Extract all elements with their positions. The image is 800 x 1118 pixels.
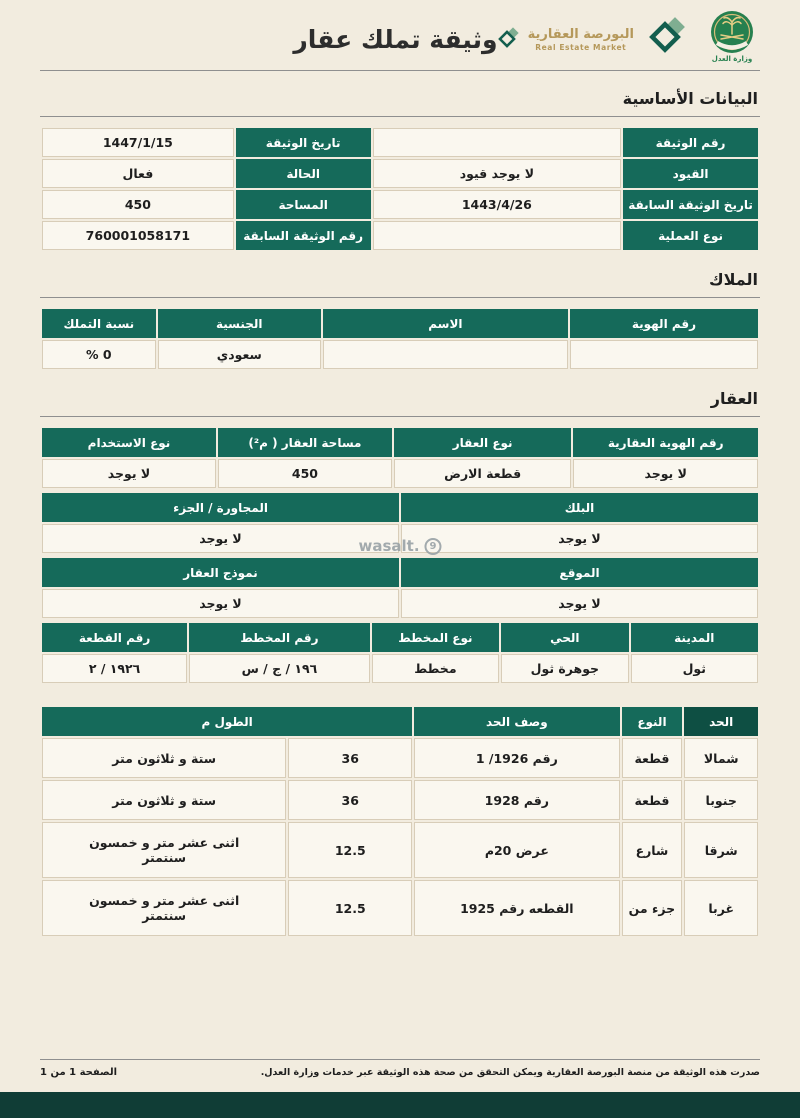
value-cell: قطعة الارض: [394, 459, 572, 488]
watermark-text: wasalt.: [358, 537, 420, 555]
column-header-cell: الجنسية: [158, 309, 321, 338]
border-side-cell: غربا: [684, 880, 758, 936]
value-cell: 0 %: [42, 340, 156, 369]
value-cell: 1443/4/26: [373, 190, 622, 219]
value-cell: ١٩٦ / ج / س: [189, 654, 370, 683]
column-header-cell: رقم المخطط: [189, 623, 370, 652]
column-header-cell: نوع المخطط: [372, 623, 499, 652]
label-cell: رقم الوثيقة: [623, 128, 758, 157]
watermark: [358, 537, 441, 555]
rega-diamond-icon: [648, 16, 690, 58]
borders-table: [40, 705, 760, 938]
column-header-cell: نسبة التملك: [42, 309, 156, 338]
value-cell: لا يوجد قيود: [373, 159, 622, 188]
border-side-cell: جنوبا: [684, 780, 758, 820]
label-cell: نوع العملية: [623, 221, 758, 250]
header-divider: [40, 70, 760, 71]
border-type-cell: شارع: [622, 822, 683, 878]
value-cell: مخطط: [372, 654, 499, 683]
section-title-property: العقار: [40, 383, 760, 417]
table-row: [42, 159, 758, 188]
value-cell: [373, 128, 622, 157]
real-estate-market-logo: [498, 27, 634, 52]
table-row: [42, 589, 758, 618]
bourse-logo-text: [528, 27, 634, 52]
column-header-cell: الاسم: [323, 309, 568, 338]
value-cell: لا يوجد: [401, 524, 758, 553]
page-footer: [40, 1059, 760, 1078]
table-row: [42, 340, 758, 369]
border-length-text-cell: اثنى عشر متر و خمسون سنتمتر: [42, 822, 286, 878]
property-location-table: [40, 556, 760, 620]
page-title: وثيقة تملك عقار: [293, 24, 498, 54]
border-type-cell: قطعة: [622, 738, 683, 778]
table-row: [42, 190, 758, 219]
moj-emblem-icon: [704, 10, 760, 68]
value-cell: سعودي: [158, 340, 321, 369]
border-length-text-cell: ستة و ثلاثون متر: [42, 780, 286, 820]
value-cell: فعال: [42, 159, 234, 188]
document-header: [40, 8, 760, 70]
value-cell: 760001058171: [42, 221, 234, 250]
value-cell: لا يوجد: [573, 459, 758, 488]
bourse-name-english: Real Estate Market: [535, 42, 627, 52]
border-length-text-cell: اثنى عشر متر و خمسون سنتمتر: [42, 880, 286, 936]
column-header-cell: الحي: [501, 623, 628, 652]
column-header-cell: المجاورة / الجزء: [42, 493, 399, 522]
table-row: [42, 738, 758, 778]
value-cell: ثول: [631, 654, 758, 683]
label-cell: تاريخ الوثيقة السابقة: [623, 190, 758, 219]
table-row: [42, 128, 758, 157]
ministry-of-justice-logo: [704, 10, 760, 68]
value-cell: 450: [218, 459, 392, 488]
table-row: [42, 780, 758, 820]
value-cell: لا يوجد: [42, 524, 399, 553]
section-title-owners: الملاك: [40, 264, 760, 298]
border-desc-cell: عرض 20م: [414, 822, 619, 878]
border-desc-cell: رقم 1928: [414, 780, 619, 820]
bourse-diamond-icon: [498, 27, 522, 51]
column-header-cell: مساحة العقار ( م²): [218, 428, 392, 457]
table-row: [42, 623, 758, 652]
table-row: [42, 428, 758, 457]
column-header-cell: رقم القطعة: [42, 623, 187, 652]
owners-table: [40, 307, 760, 371]
value-cell: لا يوجد: [401, 589, 758, 618]
column-header-cell: البلك: [401, 493, 758, 522]
border-type-cell: قطعة: [622, 780, 683, 820]
label-cell: الحالة: [236, 159, 371, 188]
column-header-cell: الموقع: [401, 558, 758, 587]
table-row: [42, 221, 758, 250]
column-header-cell: نوع العقار: [394, 428, 572, 457]
label-cell: القيود: [623, 159, 758, 188]
value-cell: لا يوجد: [42, 589, 399, 618]
property-id-table: [40, 426, 760, 490]
rega-logo: [648, 16, 690, 62]
section-title-basic: البيانات الأساسية: [40, 83, 760, 117]
table-row: [42, 707, 758, 736]
table-row: [42, 558, 758, 587]
border-length-cell: 12.5: [288, 880, 412, 936]
logos-group: [498, 10, 760, 68]
table-row: [42, 654, 758, 683]
table-row: [42, 459, 758, 488]
column-header-cell: نوع الاستخدام: [42, 428, 216, 457]
value-cell: 1447/1/15: [42, 128, 234, 157]
moj-logo-text: وزارة العدل: [711, 55, 753, 63]
footer-note: صدرت هذه الوثيقة من منصة البورصة العقارية ويمكن التحقق من صحة هذه الوثيقة عبر خدمات وزارة العدل.: [260, 1067, 760, 1078]
value-cell: لا يوجد: [42, 459, 216, 488]
column-header-cell: رقم الهوية العقارية: [573, 428, 758, 457]
table-row: [42, 493, 758, 522]
table-row: [42, 880, 758, 936]
border-side-cell: شمالا: [684, 738, 758, 778]
label-cell: تاريخ الوثيقة: [236, 128, 371, 157]
border-desc-cell: القطعه رقم 1925: [414, 880, 619, 936]
border-length-text-cell: ستة و ثلاثون متر: [42, 738, 286, 778]
column-header-cell: وصف الحد: [414, 707, 619, 736]
property-plan-table: [40, 621, 760, 685]
border-type-cell: جزء من: [622, 880, 683, 936]
column-header-cell: نموذج العقار: [42, 558, 399, 587]
border-length-cell: 36: [288, 738, 412, 778]
label-cell: رقم الوثيقة السابقة: [236, 221, 371, 250]
table-row: [42, 822, 758, 878]
value-cell: [373, 221, 622, 250]
value-cell: ١٩٢٦ / ٢: [42, 654, 187, 683]
basic-data-table: [40, 126, 760, 252]
border-side-cell: شرقا: [684, 822, 758, 878]
column-header-cell: المدينة: [631, 623, 758, 652]
column-header-cell: رقم الهوية: [570, 309, 758, 338]
label-cell: المساحة: [236, 190, 371, 219]
border-desc-cell: رقم 1926/ 1: [414, 738, 619, 778]
page-number: الصفحة 1 من 1: [40, 1067, 118, 1078]
watermark-badge-digit: 9: [429, 540, 437, 552]
value-cell: جوهرة ثول: [501, 654, 628, 683]
column-header-cell: الحد: [684, 707, 758, 736]
bottom-band: [0, 1092, 800, 1118]
value-cell: [570, 340, 758, 369]
border-length-cell: 36: [288, 780, 412, 820]
column-header-cell: الطول م: [42, 707, 412, 736]
bourse-name-arabic: البورصة العقارية: [527, 26, 634, 42]
border-length-cell: 12.5: [288, 822, 412, 878]
watermark-badge-icon: [425, 538, 442, 555]
value-cell: 450: [42, 190, 234, 219]
value-cell: [323, 340, 568, 369]
column-header-cell: النوع: [622, 707, 683, 736]
table-row: [42, 309, 758, 338]
